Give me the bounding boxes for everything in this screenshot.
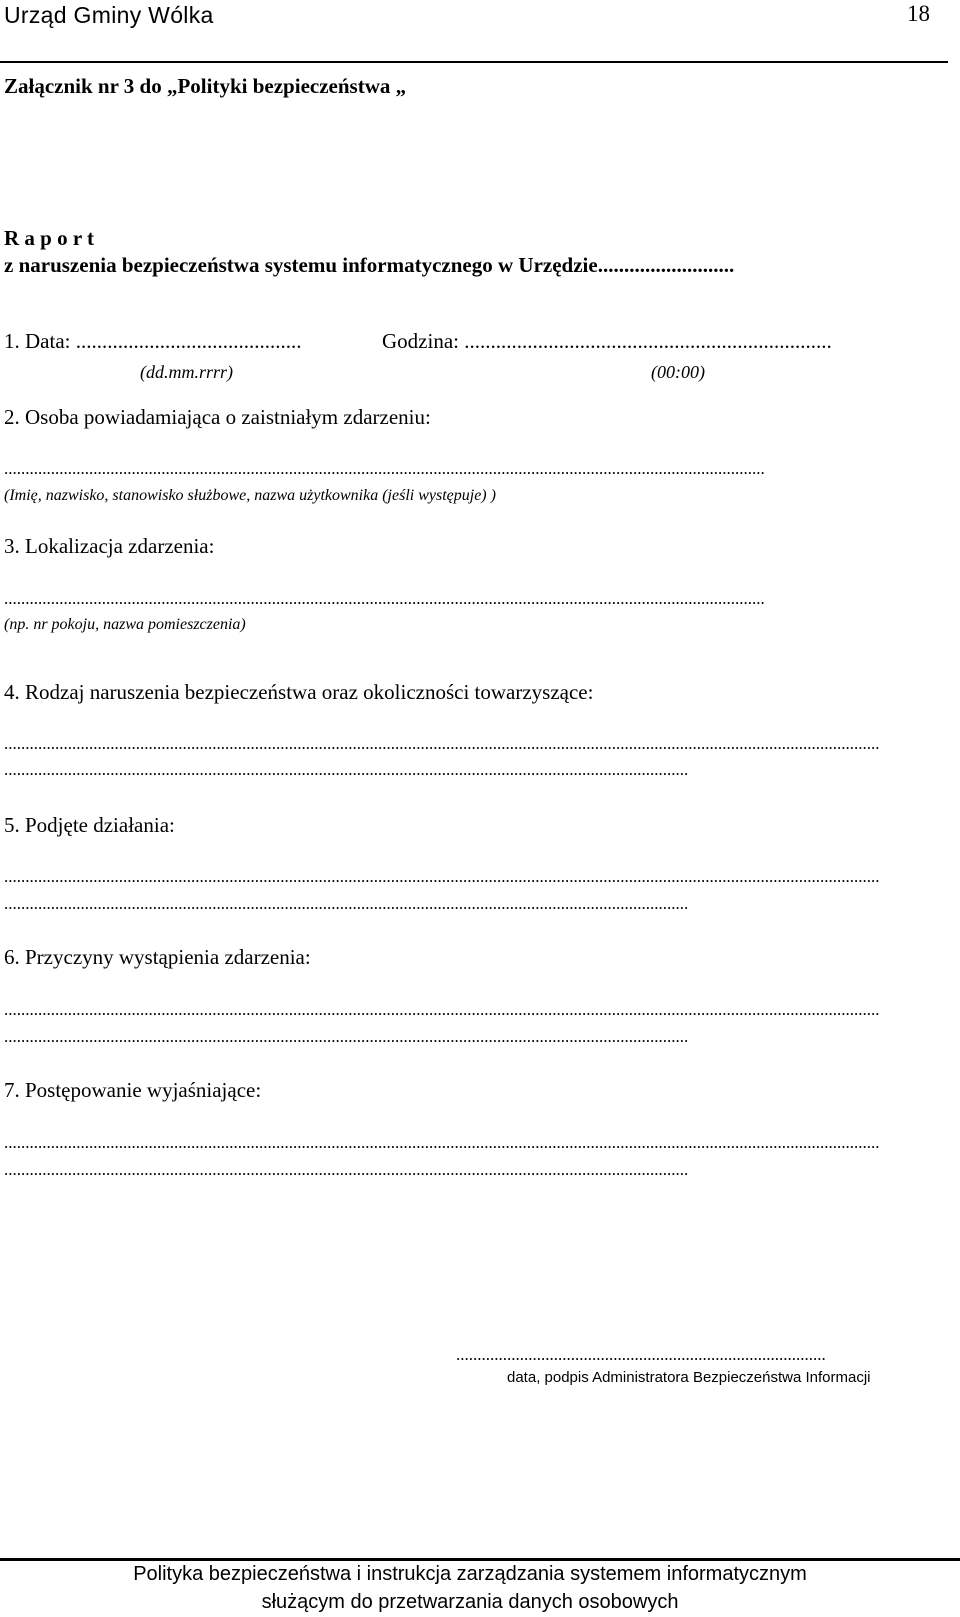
time-field[interactable]: Godzina: ...................................................................... — [382, 329, 832, 353]
investigation-field-line-1[interactable]: .............................................................................................................................................................................................................. — [4, 1133, 880, 1152]
question-2-label: 2. Osoba powiadamiająca o zaistniałym zdarzeniu: — [4, 405, 431, 429]
footer-line-2: służącym do przetwarzania danych osobowych — [261, 1591, 679, 1613]
time-format-hint: (00:00) — [651, 362, 705, 382]
question-3-label: 3. Lokalizacja zdarzenia: — [4, 534, 215, 558]
report-subtitle: z naruszenia bezpieczeństwa systemu informatycznego w Urzędzie.......................... — [4, 253, 735, 277]
question-4-label: 4. Rodzaj naruszenia bezpieczeństwa oraz okoliczności towarzyszące: — [4, 680, 594, 704]
signature-caption: data, podpis Administratora Bezpieczeństwa Informacji — [507, 1369, 871, 1386]
actions-field-line-2[interactable]: ................................................................................................................................................................. — [4, 894, 689, 913]
footer-rule — [0, 1558, 960, 1561]
breach-type-field-line-1[interactable]: .............................................................................................................................................................................................................. — [4, 734, 880, 753]
header-rule — [0, 61, 948, 63]
location-hint: (np. nr pokoju, nazwa pomieszczenia) — [4, 616, 246, 633]
breach-type-field-line-2[interactable]: ................................................................................................................................................................. — [4, 760, 689, 779]
question-7-label: 7. Postępowanie wyjaśniające: — [4, 1078, 262, 1102]
location-field[interactable]: ................................................................................................................................................................................... — [4, 589, 765, 608]
reporter-field[interactable]: ................................................................................................................................................................................... — [4, 459, 765, 478]
report-title: R a p o r t — [4, 226, 95, 250]
actions-field-line-1[interactable]: .............................................................................................................................................................................................................. — [4, 867, 880, 886]
reporter-hint: (Imię, nazwisko, stanowisko służbowe, nazwa użytkownika (jeśli występuje) ) — [4, 487, 496, 504]
footer-line-1: Polityka bezpieczeństwa i instrukcja zarządzania systemem informatycznym — [133, 1563, 807, 1585]
header-organization: Urząd Gminy Wólka — [4, 2, 214, 28]
date-format-hint: (dd.mm.rrrr) — [140, 362, 234, 382]
date-field[interactable]: 1. Data: ........................................... — [4, 329, 302, 353]
question-5-label: 5. Podjęte działania: — [4, 813, 175, 837]
annex-title: Załącznik nr 3 do „Polityki bezpieczeństwa „ — [4, 74, 407, 98]
page-number: 18 — [907, 1, 930, 26]
signature-field[interactable]: ....................................................................................... — [456, 1345, 826, 1364]
question-6-label: 6. Przyczyny wystąpienia zdarzenia: — [4, 945, 311, 969]
causes-field-line-1[interactable]: .............................................................................................................................................................................................................. — [4, 1000, 880, 1019]
investigation-field-line-2[interactable]: ................................................................................................................................................................. — [4, 1160, 689, 1179]
causes-field-line-2[interactable]: ................................................................................................................................................................. — [4, 1027, 689, 1046]
